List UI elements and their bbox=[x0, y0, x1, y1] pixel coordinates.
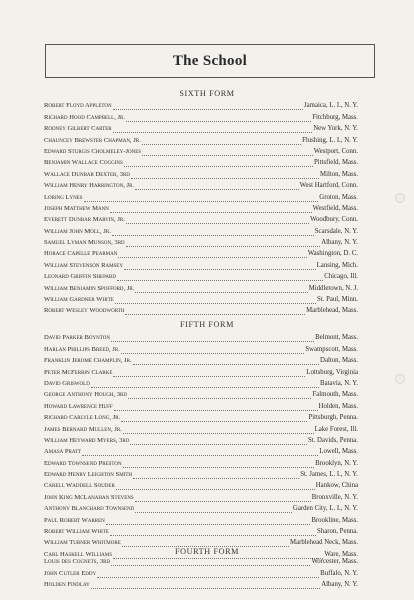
student-row bbox=[44, 270, 358, 281]
fifth-form-heading: FIFTH FORM bbox=[179, 320, 234, 329]
student-row bbox=[44, 399, 358, 410]
dot-leader bbox=[135, 506, 292, 513]
student-row bbox=[44, 224, 358, 235]
student-row bbox=[44, 99, 358, 110]
student-hometown: Pittsburgh, Penna. bbox=[308, 414, 358, 422]
dot-leader bbox=[124, 263, 316, 270]
student-row bbox=[44, 422, 358, 433]
dot-leader bbox=[126, 217, 309, 224]
student-row bbox=[44, 156, 358, 167]
dot-leader bbox=[116, 483, 315, 490]
student-row bbox=[44, 536, 358, 547]
student-name: Robert Wesley Woodworth bbox=[44, 307, 125, 315]
student-row bbox=[44, 479, 358, 490]
dot-leader bbox=[97, 571, 319, 578]
student-hometown: St. James, L. I., N. Y. bbox=[300, 471, 358, 479]
dot-leader bbox=[142, 138, 301, 145]
dot-leader bbox=[111, 559, 310, 566]
student-name: Franklin Jerome Champlin, Jr. bbox=[44, 357, 132, 365]
student-row bbox=[44, 247, 358, 258]
student-row bbox=[44, 411, 358, 422]
student-hometown: Hankow, China bbox=[315, 482, 358, 490]
student-hometown: Scarsdale, N. Y. bbox=[314, 227, 358, 235]
student-hometown: Fitchburg, Mass. bbox=[312, 113, 358, 121]
dot-leader bbox=[118, 251, 306, 258]
dot-leader bbox=[115, 297, 316, 304]
dot-leader bbox=[91, 582, 321, 589]
student-name: John Cutler Eddy bbox=[44, 569, 97, 577]
student-hometown: Albany, N. Y. bbox=[321, 581, 358, 589]
dot-leader bbox=[106, 518, 311, 525]
student-hometown: Chicago, Ill. bbox=[324, 273, 358, 281]
dot-leader bbox=[142, 149, 313, 156]
student-hometown: Dalton, Mass. bbox=[320, 357, 358, 365]
student-name: George Anthony Hough, 3rd bbox=[44, 391, 127, 399]
student-row bbox=[44, 468, 358, 479]
student-row bbox=[44, 525, 358, 536]
dot-leader bbox=[112, 229, 314, 236]
student-name: Carl Haskell Williams bbox=[44, 550, 113, 558]
sixth-form-list bbox=[44, 99, 358, 315]
student-name: William Stevenson Ramsey bbox=[44, 261, 123, 269]
student-name: William Gardner White bbox=[44, 296, 114, 304]
student-row bbox=[44, 566, 358, 577]
student-name: William John Moll, Jr. bbox=[44, 227, 111, 235]
student-row bbox=[44, 445, 358, 456]
student-name: Samuel Lyman Munson, 3rd bbox=[44, 239, 125, 247]
student-name: Paul Robert Warren bbox=[44, 516, 105, 524]
student-name: Horace Capelle Pearman bbox=[44, 250, 118, 258]
student-hometown: Flushing, L. I., N. Y. bbox=[302, 136, 358, 144]
student-hometown: Batavia, N. Y. bbox=[320, 379, 358, 387]
title-box bbox=[45, 44, 375, 78]
student-row bbox=[44, 293, 358, 304]
student-row bbox=[44, 555, 358, 566]
sixth-form-heading: SIXTH FORM bbox=[179, 89, 235, 98]
student-hometown: Garden City, L. I., N. Y. bbox=[292, 505, 358, 513]
dot-leader bbox=[133, 358, 319, 365]
fourth-form-list bbox=[44, 555, 358, 589]
student-row bbox=[44, 258, 358, 269]
student-row bbox=[44, 342, 358, 353]
student-hometown: Lansing, Mich. bbox=[316, 261, 358, 269]
student-name: Loring Lynes bbox=[44, 193, 83, 201]
student-row bbox=[44, 377, 358, 388]
student-row bbox=[44, 167, 358, 178]
student-name: Benjamin Wallace Coggins bbox=[44, 159, 123, 167]
student-row bbox=[44, 502, 358, 513]
dot-leader bbox=[110, 529, 316, 536]
student-row bbox=[44, 145, 358, 156]
binding-hole bbox=[395, 374, 405, 384]
dot-leader bbox=[126, 240, 321, 247]
student-hometown: Marblehead, Mass. bbox=[306, 307, 358, 315]
student-hometown: Swampscott, Mass. bbox=[305, 345, 358, 353]
student-row bbox=[44, 365, 358, 376]
student-name: Edward Sturgis Cholmeley-Jones bbox=[44, 147, 142, 155]
student-hometown: Middletown, N. J. bbox=[308, 284, 358, 292]
student-name: Leonard Griffin Shepard bbox=[44, 273, 116, 281]
student-hometown: Holden, Mass. bbox=[318, 402, 358, 410]
student-row bbox=[44, 110, 358, 121]
student-name: Robert Floyd Appleton bbox=[44, 102, 112, 110]
student-hometown: Falmouth, Mass. bbox=[312, 391, 358, 399]
student-name: James Bernard Mullen, Jr. bbox=[44, 425, 122, 433]
student-hometown: Lake Forest, Ill. bbox=[314, 425, 358, 433]
student-hometown: Worcester, Mass. bbox=[311, 558, 358, 566]
student-name: Peter McFerrin Clarke bbox=[44, 368, 113, 376]
student-name: Edward Townsend Preston bbox=[44, 459, 122, 467]
student-hometown: Lottsburg, Virginia bbox=[306, 368, 358, 376]
student-name: Holden Findlay bbox=[44, 581, 90, 589]
student-row bbox=[44, 190, 358, 201]
dot-leader bbox=[113, 126, 313, 133]
dot-leader bbox=[121, 347, 304, 354]
dot-leader bbox=[111, 335, 314, 342]
student-hometown: St. Paul, Minn. bbox=[317, 296, 358, 304]
student-name: Richard Carlyle Long, Jr. bbox=[44, 414, 121, 422]
dot-leader bbox=[91, 381, 319, 388]
student-name: Everett Dunbar Marvin, Jr. bbox=[44, 216, 125, 224]
dot-leader bbox=[84, 195, 319, 202]
dot-leader bbox=[123, 427, 314, 434]
student-row bbox=[44, 179, 358, 190]
student-hometown: Washington, D. C. bbox=[307, 250, 358, 258]
student-name: Rodney Gilbert Carter bbox=[44, 125, 112, 133]
student-row bbox=[44, 578, 358, 589]
student-hometown: New York, N. Y. bbox=[313, 125, 358, 133]
dot-leader bbox=[110, 206, 312, 213]
dot-leader bbox=[124, 160, 313, 167]
student-name: William Heyward Myers, 3rd bbox=[44, 436, 130, 444]
student-hometown: Jamaica, L. I., N. Y. bbox=[304, 102, 358, 110]
student-row bbox=[44, 213, 358, 224]
dot-leader bbox=[114, 404, 318, 411]
student-hometown: Belmont, Mass. bbox=[315, 334, 358, 342]
page-title: The School bbox=[172, 52, 248, 69]
student-name: Wallace Dunbar Dexter, 3rd bbox=[44, 170, 130, 178]
dot-leader bbox=[113, 370, 305, 377]
student-name: William Henry Harrington, Jr. bbox=[44, 182, 135, 190]
student-name: Chauncey Brewster Chapman, Jr. bbox=[44, 136, 141, 144]
student-row bbox=[44, 490, 358, 501]
student-name: Anthony Blanchard Townsend bbox=[44, 505, 135, 513]
student-name: David Parker Boynton bbox=[44, 334, 110, 342]
student-hometown: Pittsfield, Mass. bbox=[314, 159, 358, 167]
dot-leader bbox=[123, 461, 315, 468]
binding-hole bbox=[395, 193, 405, 203]
student-hometown: Sharon, Penna. bbox=[317, 528, 358, 536]
student-hometown: Buffalo, N. Y. bbox=[320, 569, 358, 577]
student-hometown: Albany, N. Y. bbox=[321, 239, 358, 247]
student-hometown: Bronxville, N. Y. bbox=[311, 493, 358, 501]
fifth-form-list bbox=[44, 331, 358, 559]
dot-leader bbox=[82, 449, 318, 456]
student-name: David Griswold bbox=[44, 379, 90, 387]
dot-leader bbox=[121, 415, 307, 422]
dot-leader bbox=[135, 183, 299, 190]
dot-leader bbox=[125, 308, 305, 315]
student-row bbox=[44, 122, 358, 133]
fourth-form-heading: FOURTH FORM bbox=[174, 547, 240, 556]
student-name: Richard Hood Campbell, Jr. bbox=[44, 113, 126, 121]
student-name: Edward Henry Leighton Smith bbox=[44, 471, 132, 479]
student-name: Carell Waddell Souder bbox=[44, 482, 115, 490]
student-row bbox=[44, 456, 358, 467]
student-hometown: Woodbury, Conn. bbox=[310, 216, 358, 224]
student-row bbox=[44, 236, 358, 247]
student-row bbox=[44, 133, 358, 144]
student-row bbox=[44, 331, 358, 342]
dot-leader bbox=[133, 472, 299, 479]
student-hometown: Brooklyn, N. Y. bbox=[315, 459, 358, 467]
student-row bbox=[44, 513, 358, 524]
dot-leader bbox=[135, 495, 311, 502]
student-hometown: Westport, Conn. bbox=[313, 147, 358, 155]
student-name: Louis des Cognets, 3rd bbox=[44, 558, 111, 566]
student-row bbox=[44, 388, 358, 399]
student-row bbox=[44, 304, 358, 315]
student-hometown: Westfield, Mass. bbox=[312, 204, 358, 212]
dot-leader bbox=[135, 286, 307, 293]
student-row bbox=[44, 354, 358, 365]
student-row bbox=[44, 202, 358, 213]
student-name: Howard Lawrence Huff bbox=[44, 402, 113, 410]
student-name: Harlan Phillips Breed, Jr. bbox=[44, 345, 120, 353]
student-name: John King McLanahan Stevens bbox=[44, 493, 134, 501]
dot-leader bbox=[113, 103, 303, 110]
dot-leader bbox=[130, 438, 307, 445]
student-name: Amasa Pratt bbox=[44, 448, 82, 456]
student-name: William Turner Whitmore bbox=[44, 539, 121, 547]
student-name: William Benjamin Spofford, Jr. bbox=[44, 284, 135, 292]
dot-leader bbox=[117, 274, 323, 281]
student-hometown: Marblehead Neck, Mass. bbox=[290, 539, 358, 547]
student-row bbox=[44, 434, 358, 445]
student-hometown: West Hartford, Conn. bbox=[299, 182, 358, 190]
student-hometown: Milton, Mass. bbox=[320, 170, 358, 178]
student-hometown: St. Davids, Penna. bbox=[307, 436, 358, 444]
student-row bbox=[44, 281, 358, 292]
dot-leader bbox=[131, 172, 319, 179]
student-name: Robert William White bbox=[44, 528, 109, 536]
dot-leader bbox=[126, 115, 311, 122]
student-hometown: Brookline, Mass. bbox=[311, 516, 358, 524]
student-hometown: Ware, Mass. bbox=[324, 550, 358, 558]
student-hometown: Lowell, Mass. bbox=[319, 448, 358, 456]
student-name: Joseph Matthew Mann bbox=[44, 204, 109, 212]
dot-leader bbox=[128, 392, 312, 399]
student-hometown: Groton, Mass. bbox=[319, 193, 358, 201]
